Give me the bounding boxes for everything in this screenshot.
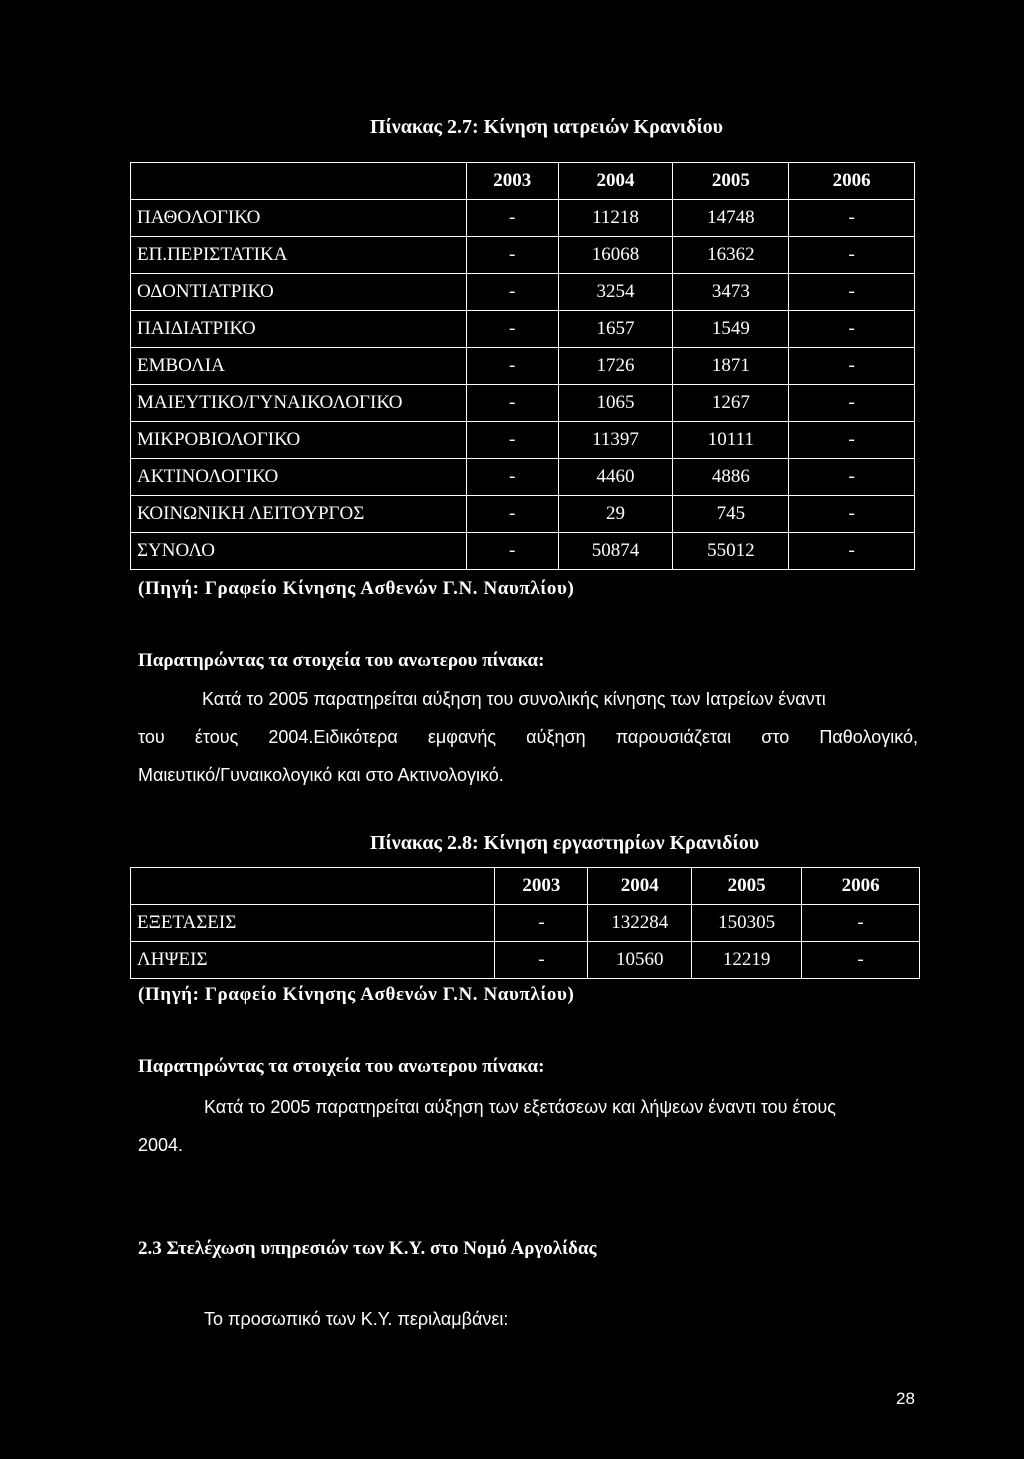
table2-source: (Πηγή: Γραφείο Κίνησης Ασθενών Γ.Ν. Ναυπλίου)	[138, 984, 575, 1005]
table1-cell: 11397	[558, 422, 673, 459]
table1-row	[131, 237, 915, 274]
table1-cell: -	[789, 459, 915, 496]
page-number: 28	[896, 1389, 915, 1408]
table2-header-cell	[131, 868, 495, 905]
table1-cell: -	[789, 200, 915, 237]
table1	[130, 162, 915, 570]
table2-cell: 150305	[692, 905, 802, 942]
table1-row	[131, 496, 915, 533]
table2-cell: 10560	[588, 942, 692, 979]
table1-cell: 1267	[673, 385, 789, 422]
table1-cell: 55012	[673, 533, 789, 570]
table1-header-cell: 2006	[789, 163, 915, 200]
observation1-heading: Παρατηρώντας τα στοιχεία του ανωτερου πίνακα:	[138, 650, 545, 671]
table2-cell: -	[495, 905, 588, 942]
table2-row	[131, 905, 920, 942]
table1-cell: -	[789, 237, 915, 274]
table1-row	[131, 311, 915, 348]
table1-cell: -	[466, 200, 558, 237]
observation2-line: Κατά το 2005 παρατηρείται αύξηση των εξετάσεων και λήψεων έναντι του έτους	[204, 1097, 836, 1117]
table1-cell: 1871	[673, 348, 789, 385]
table1-row	[131, 200, 915, 237]
table1-cell: -	[466, 385, 558, 422]
observation1-paragraph	[138, 680, 918, 794]
table2-cell: -	[802, 942, 920, 979]
table1-row-label: ΕΜΒΟΛΙΑ	[131, 348, 467, 385]
table1-header-row	[131, 163, 915, 200]
table2-header-cell: 2005	[692, 868, 802, 905]
table1-row	[131, 422, 915, 459]
table1-row-label: ΜΙΚΡΟΒΙΟΛΟΓΙΚΟ	[131, 422, 467, 459]
table1-cell: -	[466, 274, 558, 311]
table1-cell: -	[789, 533, 915, 570]
section-text: Το προσωπικό των Κ.Υ. περιλαμβάνει:	[204, 1309, 509, 1329]
table1-cell: -	[466, 422, 558, 459]
table1-cell: -	[466, 311, 558, 348]
table1-row	[131, 274, 915, 311]
table1-row	[131, 348, 915, 385]
table1-cell: -	[466, 533, 558, 570]
table1-cell: -	[466, 237, 558, 274]
observation1-line: του έτους 2004.Ειδικότερα εμφανής αύξηση παρουσιάζεται στο Παθολογικό,	[138, 727, 918, 747]
section-heading: 2.3 Στελέχωση υπηρεσιών των Κ.Υ. στο Νομό Αργολίδας	[138, 1238, 597, 1259]
table1-row-label: ΣΥΝΟΛΟ	[131, 533, 467, 570]
table1-row-label: ΟΔΟΝΤΙΑΤΡΙΚΟ	[131, 274, 467, 311]
table1-cell: -	[789, 385, 915, 422]
observation2-line: 2004.	[138, 1135, 184, 1155]
table1-row-label: ΠΑΙΔΙΑΤΡΙΚΟ	[131, 311, 467, 348]
table1-cell: -	[789, 422, 915, 459]
table1-cell: 1657	[558, 311, 673, 348]
table1-cell: 1726	[558, 348, 673, 385]
table1-cell: 11218	[558, 200, 673, 237]
table2-caption: Πίνακας 2.8: Κίνηση εργαστηρίων Κρανιδίου	[370, 832, 760, 854]
table1-row-label: ΠΑΘΟΛΟΓΙΚΟ	[131, 200, 467, 237]
table1-cell: -	[789, 496, 915, 533]
table1-cell: 16068	[558, 237, 673, 274]
table1-cell: 1549	[673, 311, 789, 348]
table1-cell: 10111	[673, 422, 789, 459]
observation2-heading: Παρατηρώντας τα στοιχεία του ανωτερου πίνακα:	[138, 1056, 545, 1077]
table2-header-cell: 2006	[802, 868, 920, 905]
table1-row	[131, 385, 915, 422]
observation1-line: Μαιευτικό/Γυναικολογικό και στο Ακτινολογικό.	[138, 765, 504, 785]
table1-cell: 29	[558, 496, 673, 533]
table1-cell: -	[466, 496, 558, 533]
table2-row-label: ΕΞΕΤΑΣΕΙΣ	[131, 905, 495, 942]
table1-header-cell	[131, 163, 467, 200]
table2-cell: 132284	[588, 905, 692, 942]
table1-row	[131, 459, 915, 496]
table2-header-cell: 2003	[495, 868, 588, 905]
table1-cell: 745	[673, 496, 789, 533]
table1-header-cell: 2005	[673, 163, 789, 200]
table1-row-label: ΚΟΙΝΩΝΙΚΗ ΛΕΙΤΟΥΡΓΟΣ	[131, 496, 467, 533]
table2-row	[131, 942, 920, 979]
table2-cell: 12219	[692, 942, 802, 979]
table2-row-label: ΛΗΨΕΙΣ	[131, 942, 495, 979]
table1-cell: 1065	[558, 385, 673, 422]
table1-source: (Πηγή: Γραφείο Κίνησης Ασθενών Γ.Ν. Ναυπλίου)	[138, 578, 575, 599]
table1-cell: 4460	[558, 459, 673, 496]
table1-cell: 50874	[558, 533, 673, 570]
table1-cell: 4886	[673, 459, 789, 496]
table2	[130, 867, 920, 979]
table1-cell: -	[789, 274, 915, 311]
table2-header-row	[131, 868, 920, 905]
table1-cell: -	[789, 311, 915, 348]
table1-cell: 14748	[673, 200, 789, 237]
table1-header-cell: 2004	[558, 163, 673, 200]
table1-cell: -	[789, 348, 915, 385]
table2-cell: -	[802, 905, 920, 942]
table1-row	[131, 533, 915, 570]
observation1-line: Κατά το 2005 παρατηρείται αύξηση του συνολικής κίνησης των Ιατρείων έναντι	[202, 689, 826, 709]
table1-cell: -	[466, 459, 558, 496]
table1-caption: Πίνακας 2.7: Κίνηση ιατρειών Κρανιδίου	[370, 116, 724, 138]
table1-cell: 3254	[558, 274, 673, 311]
table2-cell: -	[495, 942, 588, 979]
table1-row-label: ΜΑΙΕΥΤΙΚΟ/ΓΥΝΑΙΚΟΛΟΓΙΚΟ	[131, 385, 467, 422]
table1-cell: 16362	[673, 237, 789, 274]
table1-row-label: ΕΠ.ΠΕΡΙΣΤΑΤΙΚΑ	[131, 237, 467, 274]
table2-header-cell: 2004	[588, 868, 692, 905]
table1-header-cell: 2003	[466, 163, 558, 200]
table1-cell: 3473	[673, 274, 789, 311]
observation2-paragraph	[138, 1088, 918, 1164]
table1-row-label: ΑΚΤΙΝΟΛΟΓΙΚΟ	[131, 459, 467, 496]
table1-cell: -	[466, 348, 558, 385]
